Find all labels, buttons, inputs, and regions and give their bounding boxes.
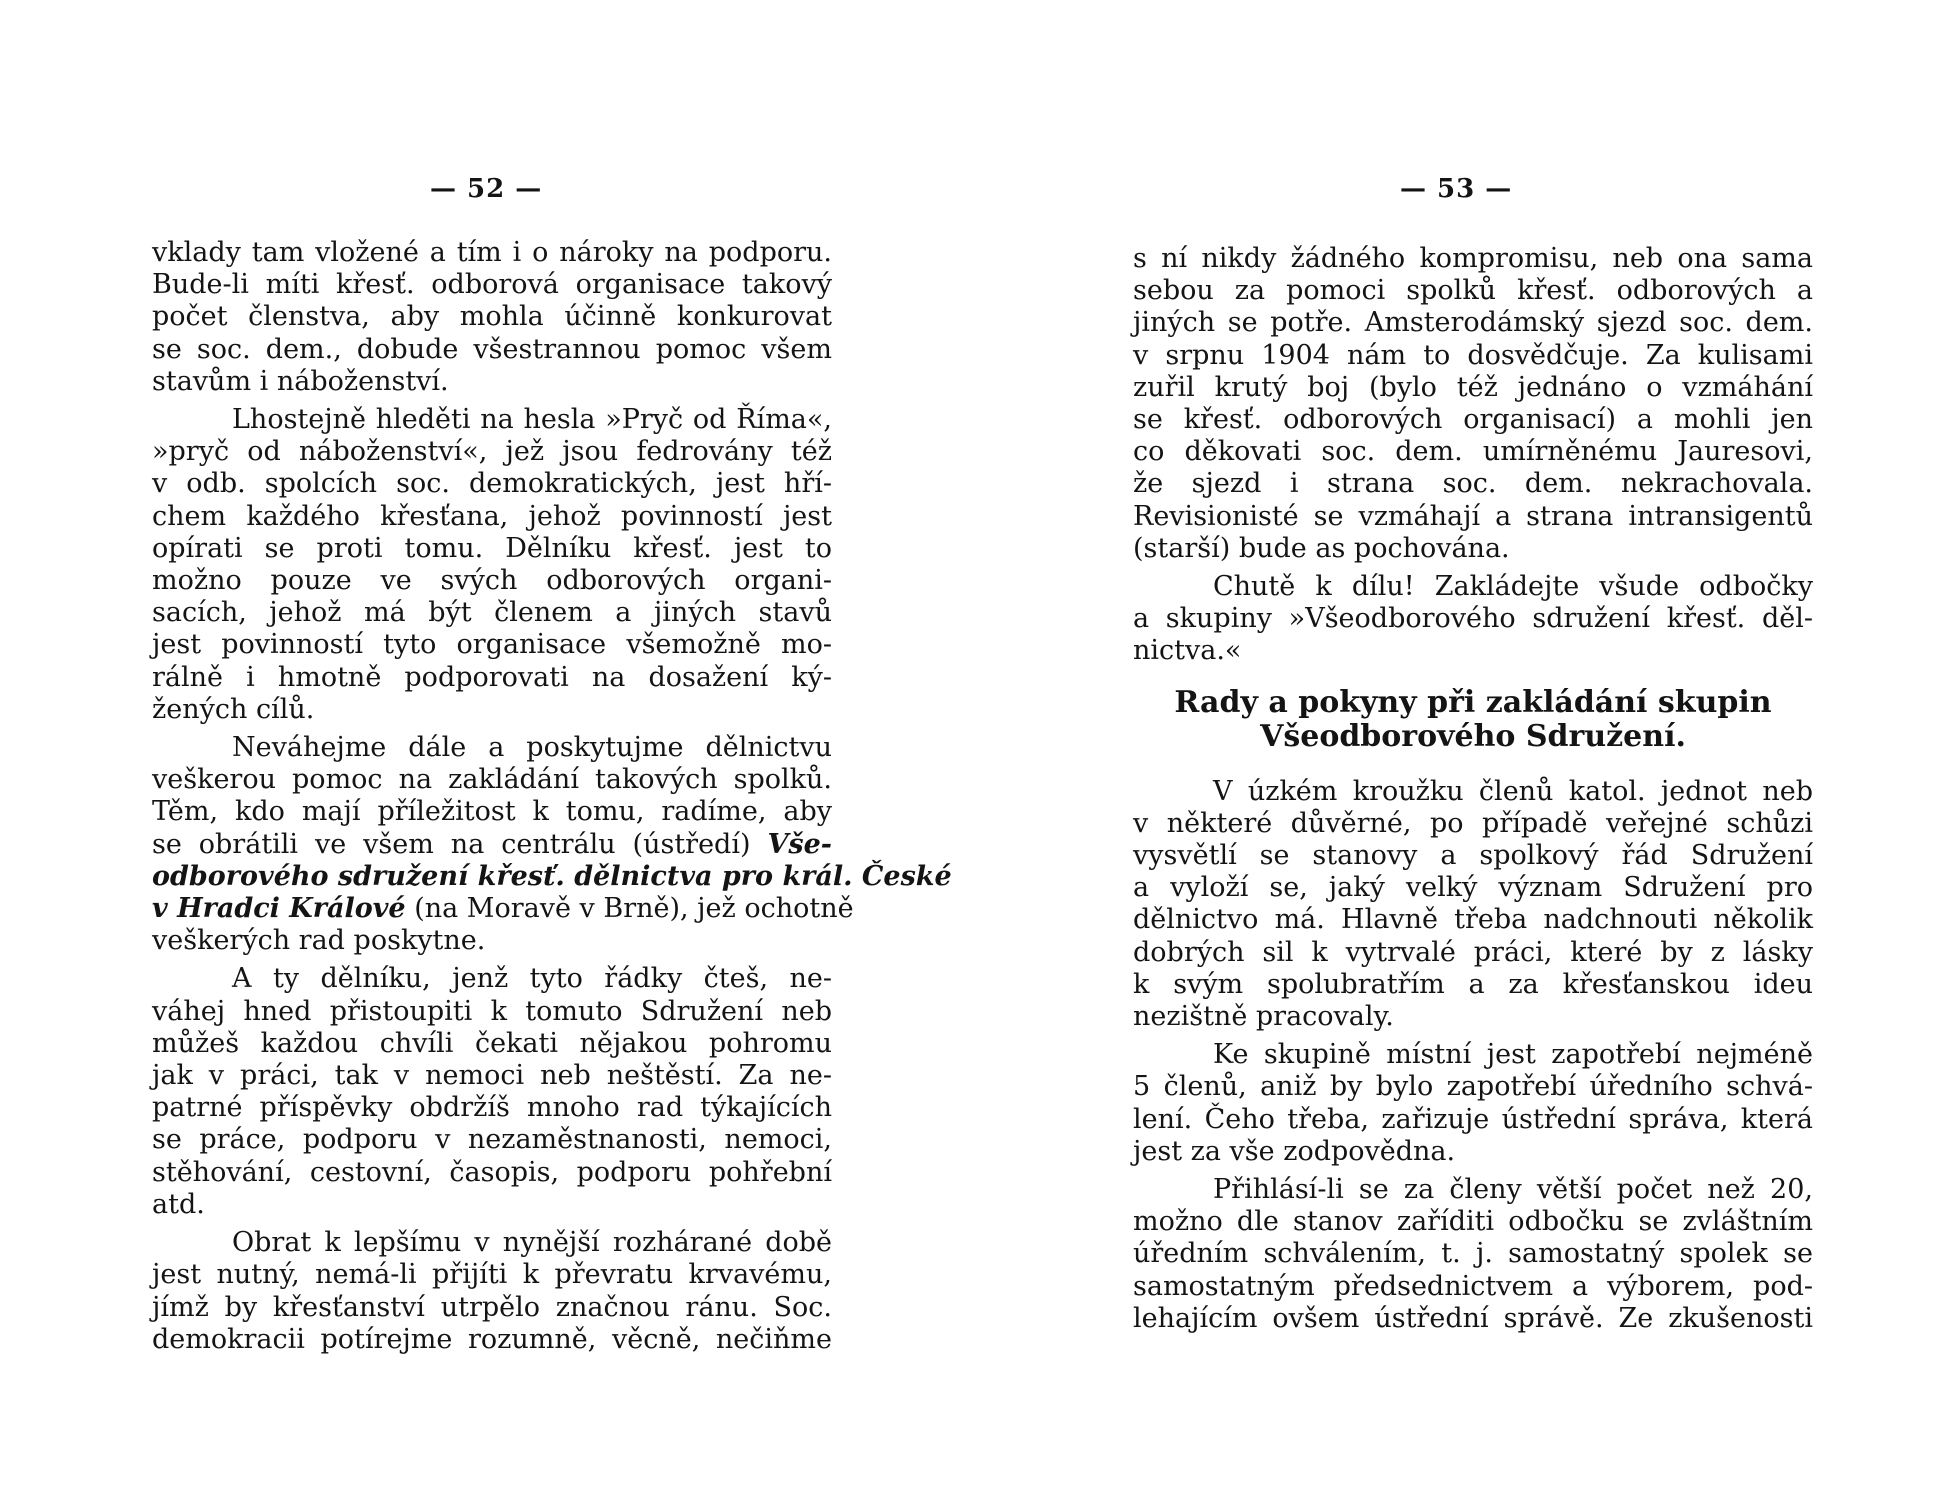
text-line: lehajícím ovšem ústřední správě. Ze zkušenosti (1133, 1302, 1813, 1334)
italic-text: Vše- (767, 828, 832, 860)
text-line: nictva.« (1133, 635, 1242, 667)
text-line: v některé důvěrné, po případě veřejné schůzi (1133, 807, 1813, 839)
right-paragraph (1133, 571, 1813, 668)
text-segment: Těm, kdo mají příležitost k tomu, radíme, aby (152, 796, 832, 828)
text-line: a skupiny »Všeodborového sdružení křesť. děl- (1133, 603, 1813, 635)
right-paragraph (1133, 776, 1813, 1034)
text-line (152, 860, 952, 893)
text-line: A ty dělníku, jenž tyto řádky čteš, ne- (232, 963, 832, 995)
text-line (152, 796, 832, 828)
left-paragraph (152, 237, 832, 398)
text-line: co děkovati soc. dem. umírněnému Jauresovi, (1133, 436, 1813, 468)
text-line: jak v práci, tak v nemoci neb neštěstí. Za ne- (152, 1060, 832, 1092)
text-line: atd. (152, 1188, 205, 1220)
section-heading (1133, 686, 1813, 754)
text-segment: veškerou pomoc na zakládání takových spolků. (152, 764, 832, 796)
text-line: demokracii potírejme rozumně, věcně, nečiňme (152, 1323, 832, 1355)
text-line (152, 925, 832, 957)
text-line: Přihlásí-li se za členy větší počet než 20, (1213, 1174, 1813, 1206)
text-line: zuřil krutý boj (bylo též jednáno o vzmáhání (1133, 371, 1813, 403)
text-line: můžeš každou chvíli čekati nějakou pohromu (152, 1027, 832, 1059)
text-line: k svým spolubratřím a za křesťanskou ideu (1133, 968, 1813, 1000)
text-line: patrné příspěvky obdržíš mnoho rad týkajících (152, 1092, 832, 1124)
text-line: Lhostejně hleděti na hesla »Pryč od Říma«, (232, 404, 832, 436)
text-line: možno pouze ve svých odborových organi- (152, 565, 832, 597)
text-line: lení. Čeho třeba, zařizuje ústřední správa, která (1133, 1103, 1813, 1135)
right-paragraph (1133, 1039, 1813, 1168)
text-line: 5 členů, aniž by bylo zapotřebí úředního schvá- (1133, 1071, 1813, 1103)
text-line: s ní nikdy žádného kompromisu, neb ona sama (1133, 243, 1813, 274)
text-line: že sjezd i strana soc. dem. nekrachovala. (1133, 468, 1813, 500)
text-line: se soc. dem., dobude všestrannou pomoc všem (152, 333, 832, 365)
text-line: Revisionisté se vzmáhají a strana intransigentů (1133, 500, 1813, 532)
section-heading-line-2: Všeodborového Sdružení. (1260, 718, 1686, 754)
text-line: úředním schválením, t. j. samostatný spolek se (1133, 1238, 1813, 1270)
left-paragraph (152, 732, 952, 957)
text-line: jest za vše zodpovědna. (1133, 1135, 1456, 1167)
text-line: se křesť. odborových organisací) a mohli jen (1133, 404, 1813, 436)
text-line: váhej hned přistoupiti k tomuto Sdružení neb (152, 995, 832, 1027)
text-line: stěhování, cestovní, časopis, podporu pohřební (152, 1156, 832, 1188)
text-line: Ke skupině místní jest zapotřebí nejméně (1213, 1039, 1813, 1071)
text-line: v srpnu 1904 nám to dosvědčuje. Za kulisami (1133, 339, 1813, 371)
right-page (975, 0, 1950, 1500)
text-line: rálně i hmotně podporovati na dosažení ký- (152, 661, 832, 693)
text-line: chem každého křesťana, jehož povinností jest (152, 500, 832, 532)
text-line (152, 764, 832, 796)
text-line: v odb. spolcích soc. demokratických, jest hří- (152, 468, 832, 500)
right-paragraphs-after (1133, 776, 1813, 1335)
text-segment: Neváhejme dále a poskytujme dělnictvu (232, 732, 832, 764)
text-segment: (na Moravě v Brně), jež ochotně (405, 893, 854, 925)
text-line: jest nutný, nemá-li přijíti k převratu krvavému, (152, 1259, 832, 1291)
left-page-text (152, 237, 952, 1356)
text-line: a vyloží se, jaký velký význam Sdružení pro (1133, 872, 1813, 904)
text-line: Bude-li míti křesť. odborová organisace takový (152, 269, 832, 301)
text-line: jiných se potře. Amsterodámský sjezd soc. dem. (1133, 307, 1813, 339)
text-line: dobrých sil k vytrvalé práci, které by z lásky (1133, 936, 1813, 968)
text-line: žených cílů. (152, 693, 315, 725)
text-line: V úzkém kroužku členů katol. jednot neb (1213, 775, 1813, 807)
left-paragraph (152, 404, 832, 726)
right-paragraph (1133, 1174, 1813, 1335)
text-line (152, 732, 832, 764)
left-paragraph (152, 963, 832, 1221)
italic-text: v Hradci Králové (152, 893, 406, 925)
text-line: možno dle stanov zaříditi odbočku se zvláštním (1133, 1206, 1813, 1238)
right-paragraph (1133, 243, 1813, 565)
text-line (152, 893, 854, 925)
text-line: stavům i náboženství. (152, 365, 449, 397)
text-line: sebou za pomoci spolků křesť. odborových a (1133, 275, 1813, 307)
text-segment: se obrátili ve všem na centrálu (ústředí) (152, 828, 768, 860)
text-line: »pryč od náboženství«, jež jsou fedrovány též (152, 436, 832, 468)
text-line: počet členstva, aby mohla účinně konkurovat (152, 301, 832, 333)
text-line: vklady tam vložené a tím i o nároky na podporu. (152, 237, 832, 268)
text-line: jest povinností tyto organisace všemožně mo- (152, 629, 832, 661)
right-paragraphs-before (1133, 243, 1813, 668)
text-line: (starší) bude as pochována. (1133, 532, 1510, 564)
left-paragraph (152, 1227, 832, 1356)
text-line: opírati se proti tomu. Dělníku křesť. jest to (152, 532, 832, 564)
text-line: jímž by křesťanství utrpělo značnou ránu. Soc. (152, 1291, 832, 1323)
text-line: samostatným předsednictvem a výborem, pod- (1133, 1270, 1813, 1302)
text-line: nezištně pracovaly. (1133, 1001, 1394, 1033)
right-page-text (1133, 243, 1813, 1335)
page-number-left: — 52 — (430, 174, 543, 204)
text-segment: veškerých rad poskytne. (152, 925, 486, 957)
text-line: sacích, jehož má být členem a jiných stavů (152, 597, 832, 629)
page-number-right: — 53 — (1400, 174, 1513, 204)
text-line: Chutě k dílu! Zakládejte všude odbočky (1213, 571, 1813, 603)
text-line: se práce, podporu v nezaměstnanosti, nemoci, (152, 1124, 832, 1156)
italic-text: odborového sdružení křesť. dělnictva pro král. České (152, 860, 952, 892)
text-line (152, 829, 832, 861)
text-line: Obrat k lepšímu v nynější rozhárané době (232, 1227, 832, 1259)
text-line: dělnictvo má. Hlavně třeba nadchnouti několik (1133, 904, 1813, 936)
section-heading-line-1: Rady a pokyny při zakládání skupin (1174, 684, 1772, 720)
text-line: vysvětlí se stanovy a spolkový řád Sdružení (1133, 840, 1813, 872)
